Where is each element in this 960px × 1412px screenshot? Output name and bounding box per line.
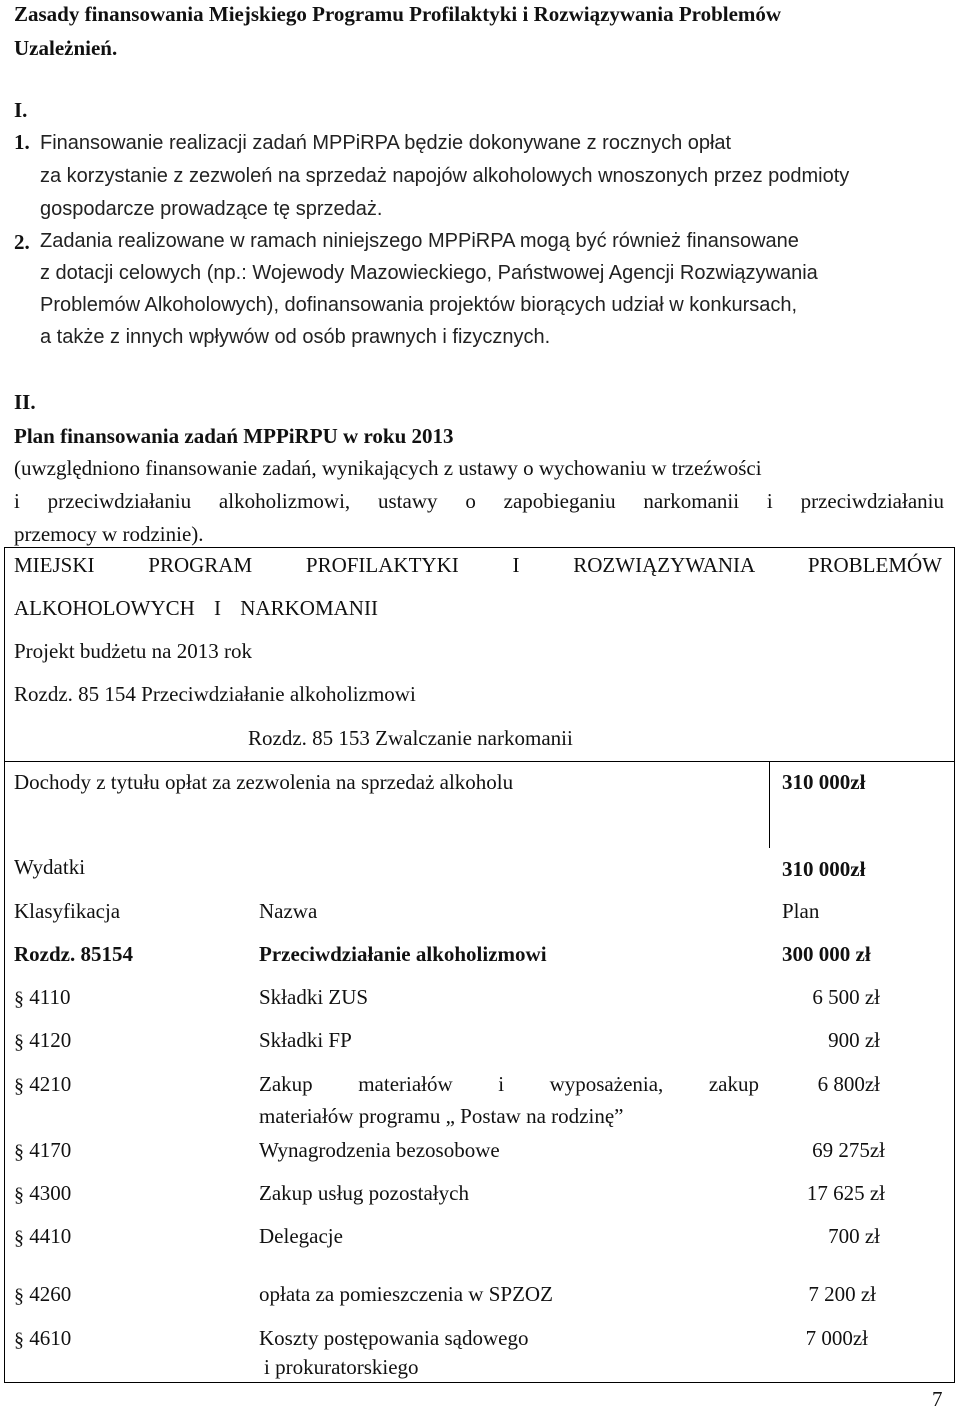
table-row-plan: 700 zł xyxy=(828,1224,880,1248)
table-border-bottom xyxy=(4,1382,955,1383)
income-label: Dochody z tytułu opłat za zezwolenia na sprzedaż alkoholu xyxy=(14,770,514,794)
document-heading-line1: Zasady finansowania Miejskiego Programu Profilaktyki i Rozwiązywania Problemów xyxy=(14,2,782,26)
table-row-name: Zakup materiałów i wyposażenia, zakup xyxy=(259,1072,759,1096)
table-border-top xyxy=(4,547,955,548)
income-value: 310 000zł xyxy=(782,770,866,794)
table-row-plan: 69 275zł xyxy=(812,1138,885,1162)
item2-line: z dotacji celowych (np.: Wojewody Mazowieckiego, Państwowej Agencji Rozwiązywania xyxy=(40,262,818,284)
table-row-plan: 7 000zł xyxy=(805,1326,868,1350)
plan-note-line: przemocy w rodzinie). xyxy=(14,522,204,546)
table-row-name: Koszty postępowania sądowego xyxy=(259,1326,529,1350)
chapter-plan: 300 000 zł xyxy=(782,942,871,966)
rozdz-narkomania: Rozdz. 85 153 Zwalczanie narkomanii xyxy=(248,726,573,750)
plan-note-line: i przeciwdziałaniu alkoholizmowi, ustawy o zapobieganiu narkomanii i przeciwdziałaniu xyxy=(14,489,944,513)
table-row-name: Delegacje xyxy=(259,1224,343,1248)
expenses-label: Wydatki xyxy=(14,855,86,879)
column-header-plan: Plan xyxy=(782,899,820,923)
table-row-code: § 4170 xyxy=(14,1138,72,1163)
table-row-name: Składki FP xyxy=(259,1028,352,1052)
item1-line: za korzystanie z zezwoleń na sprzedaż napojów alkoholowych wnoszonych przez podmioty xyxy=(40,165,850,187)
table-rule xyxy=(4,761,955,762)
rozdz-alkoholizm: Rozdz. 85 154 Przeciwdziałanie alkoholizmowi xyxy=(14,682,416,706)
table-row-code: § 4260 xyxy=(14,1282,72,1307)
chapter-name: Przeciwdziałanie alkoholizmowi xyxy=(259,942,547,966)
chapter-klasyfikacja: Rozdz. 85154 xyxy=(14,942,133,966)
table-row-name-cont: materiałów programu „ Postaw na rodzinę” xyxy=(259,1104,624,1128)
column-header-nazwa: Nazwa xyxy=(259,899,318,923)
item2-number: 2. xyxy=(14,230,30,254)
item2-line: Zadania realizowane w ramach niniejszego MPPiRPA mogą być również finansowane xyxy=(40,230,799,252)
section-two-label: II. xyxy=(14,390,36,414)
expenses-value: 310 000zł xyxy=(782,857,866,881)
table-border-left xyxy=(4,547,5,1383)
item2-line: a także z innych wpływów od osób prawnych i fizycznych. xyxy=(40,326,551,348)
section-one-label: I. xyxy=(14,98,28,122)
table-column-rule xyxy=(769,761,770,848)
table-row-name: Składki ZUS xyxy=(259,985,369,1009)
plan-note-line: (uwzględniono finansowanie zadań, wynikających z ustawy o wychowaniu w trzeźwości xyxy=(14,456,762,480)
table-border-right xyxy=(954,547,955,1383)
program-title-line2: ALKOHOLOWYCH I NARKOMANII xyxy=(14,596,378,620)
table-row-plan: 6 500 zł xyxy=(812,985,880,1009)
program-title-line1: MIEJSKI PROGRAM PROFILAKTYKI I ROZWIĄZYWANIA PROBLEMÓW xyxy=(14,553,942,577)
document-heading-line2: Uzależnień. xyxy=(14,36,118,60)
table-row-code: § 4610 xyxy=(14,1326,72,1351)
table-row-plan: 17 625 zł xyxy=(806,1181,885,1205)
table-row-code: § 4110 xyxy=(14,985,71,1010)
table-row-name: opłata za pomieszczenia w SPZOZ xyxy=(259,1282,553,1306)
table-row-name: Zakup usług pozostałych xyxy=(259,1181,469,1205)
budget-label: Projekt budżetu na 2013 rok xyxy=(14,639,252,663)
table-row-plan: 900 zł xyxy=(828,1028,880,1052)
column-header-klasyfikacja: Klasyfikacja xyxy=(14,899,121,923)
item1-number: 1. xyxy=(14,130,30,154)
table-row-name-cont: i prokuratorskiego xyxy=(264,1355,419,1379)
table-row-code: § 4210 xyxy=(14,1072,72,1097)
table-row-plan: 6 800zł xyxy=(817,1072,880,1096)
item1-line: Finansowanie realizacji zadań MPPiRPA będzie dokonywane z rocznych opłat xyxy=(40,132,732,154)
item2-line: Problemów Alkoholowych), dofinansowania projektów biorących udział w konkursach, xyxy=(40,294,798,316)
plan-title: Plan finansowania zadań MPPiRPU w roku 2013 xyxy=(14,424,454,448)
table-row-plan: 7 200 zł xyxy=(808,1282,876,1306)
table-row-name: Wynagrodzenia bezosobowe xyxy=(259,1138,500,1162)
table-row-code: § 4300 xyxy=(14,1181,72,1206)
page-number: 7 xyxy=(932,1387,943,1411)
item1-line: gospodarcze prowadzące tę sprzedaż. xyxy=(40,198,383,220)
table-row-code: § 4120 xyxy=(14,1028,72,1053)
table-row-code: § 4410 xyxy=(14,1224,72,1249)
